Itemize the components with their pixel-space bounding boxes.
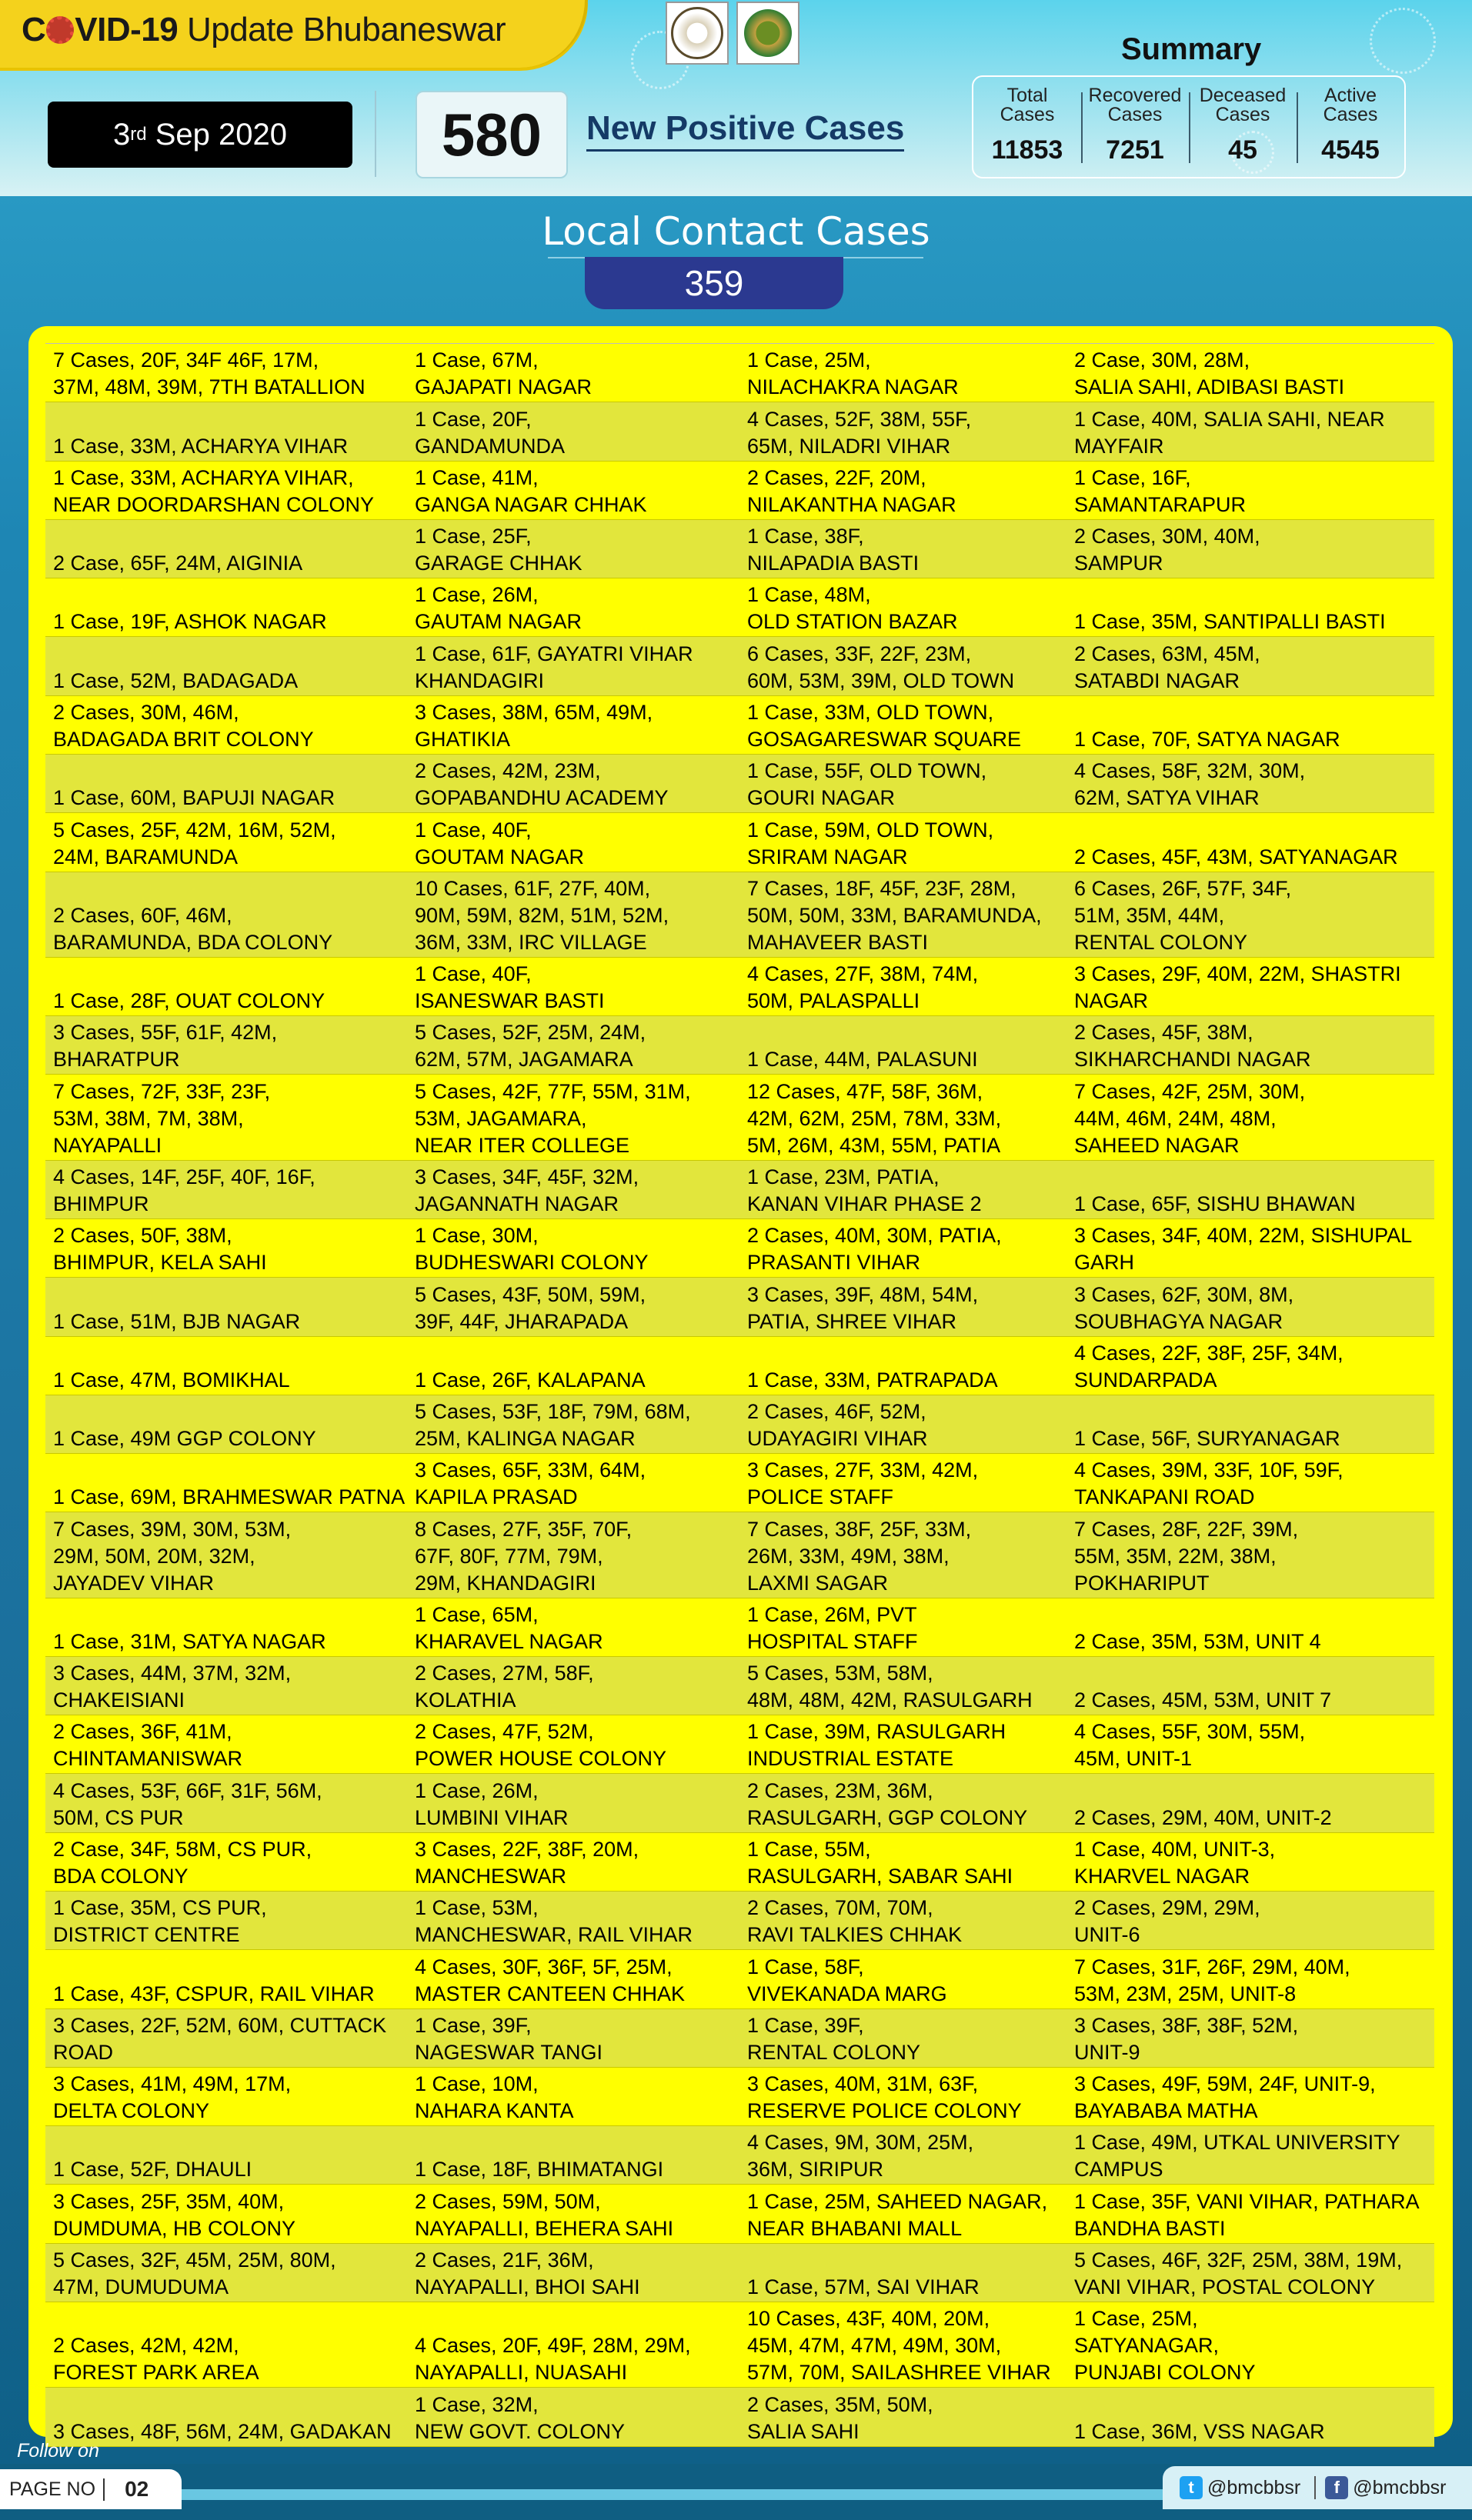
summary-value: 45: [1228, 135, 1257, 165]
table-cell: 1 Case, 40F, GOUTAM NAGAR: [415, 818, 585, 868]
table-cell: 1 Case, 48M, OLD STATION BAZAR: [747, 583, 958, 634]
table-cell: 2 Cases, 63M, 45M, SATABDI NAGAR: [1074, 642, 1260, 692]
table-cell: 1 Case, 56F, SURYANAGAR: [1074, 1427, 1340, 1451]
twitter-icon: t: [1180, 2476, 1203, 2499]
table-cell: 2 Cases, 47F, 52M, POWER HOUSE COLONY: [415, 1720, 667, 1771]
table-cell: 1 Case, 58F, VIVEKANADA MARG: [747, 1955, 947, 2005]
table-cell: 3 Cases, 40M, 31M, 63F, RESERVE POLICE COLONY: [747, 2072, 1022, 2123]
table-cell: 1 Case, 25M, SATYANAGAR, PUNJABI COLONY: [1074, 2307, 1256, 2385]
local-contact-count: 359: [585, 257, 843, 309]
table-cell: 1 Case, 35M, SANTIPALLI BASTI: [1074, 610, 1386, 634]
table-cell: 1 Case, 32M, NEW GOVT. COLONY: [415, 2392, 626, 2443]
summary-label: Total Cases: [1000, 85, 1055, 125]
local-contact-heading: Local Contact Cases: [542, 209, 930, 254]
table-cell: 1 Case, 18F, BHIMATANGI: [415, 2158, 664, 2182]
table-cell: 1 Case, 43F, CSPUR, RAIL VIHAR: [53, 1982, 375, 2005]
table-row: [45, 755, 1434, 813]
table-cell: 2 Cases, 21F, 36M, NAYAPALLI, BHOI SAHI: [415, 2248, 640, 2298]
table-cell: 2 Cases, 29M, 29M, UNIT-6: [1074, 1896, 1260, 1947]
table-cell: 1 Case, 65F, SISHU BHAWAN: [1074, 1192, 1356, 1215]
table-cell: 1 Case, 10M, NAHARA KANTA: [415, 2072, 574, 2123]
table-cell: 3 Cases, 22F, 38F, 20M, MANCHESWAR: [415, 1838, 639, 1888]
page-number: 02: [125, 2477, 149, 2501]
summary-value: 4545: [1321, 135, 1380, 165]
table-cell: 1 Case, 38F, NILAPADIA BASTI: [747, 525, 920, 575]
table-cell: 3 Cases, 44M, 37M, 32M, CHAKEISIANI: [53, 1662, 292, 1712]
table-cell: 2 Cases, 60F, 46M, BARAMUNDA, BDA COLONY: [53, 903, 333, 954]
table-cell: 1 Case, 31M, SATYA NAGAR: [53, 1629, 326, 1653]
table-cell: 1 Case, 25F, GARAGE CHHAK: [415, 525, 582, 575]
table-cell: 1 Case, 49M, UTKAL UNIVERSITY CAMPUS: [1074, 2131, 1400, 2182]
table-cell: 1 Case, 69M, BRAHMESWAR PATNA: [53, 1485, 406, 1509]
table-row: [45, 872, 1434, 958]
table-cell: 5 Cases, 46F, 32F, 25M, 38M, 19M, VANI VIHAR, POSTAL COLONY: [1074, 2248, 1403, 2298]
table-row: [45, 1161, 1434, 1219]
table-row: [45, 1337, 1434, 1395]
table-cell: 1 Case, 36M, VSS NAGAR: [1074, 2419, 1325, 2443]
follow-label: Follow on: [17, 2440, 99, 2462]
table-row: [45, 958, 1434, 1016]
table-cell: 1 Case, 33M, ACHARYA VIHAR: [53, 434, 349, 458]
case-table-panel: [28, 326, 1453, 2443]
summary-total: [973, 77, 1081, 177]
table-row: [45, 520, 1434, 578]
virus-icon: [46, 16, 74, 44]
table-row: [45, 1512, 1434, 1598]
title-suffix: VID-19: [75, 11, 179, 48]
table-cell: 2 Case, 65F, 24M, AIGINIA: [53, 552, 303, 575]
table-cell: 4 Cases, 20F, 49F, 28M, 29M, NAYAPALLI, NUASAHI: [415, 2334, 691, 2385]
table-cell: 1 Case, 16F, SAMANTARAPUR: [1074, 465, 1247, 516]
table-cell: 1 Case, 33M, OLD TOWN, GOSAGARESWAR SQUARE: [747, 700, 1022, 751]
table-cell: 2 Cases, 45M, 53M, UNIT 7: [1074, 1688, 1332, 1712]
facebook-link[interactable]: [1316, 2476, 1446, 2499]
table-row: [45, 2302, 1434, 2388]
table-row: [45, 2388, 1434, 2446]
table-cell: 2 Cases, 35M, 50M, SALIA SAHI: [747, 2392, 933, 2443]
facebook-icon: f: [1325, 2476, 1348, 2499]
table-cell: 2 Case, 35M, 53M, UNIT 4: [1074, 1629, 1321, 1653]
table-cell: 4 Cases, 27F, 38M, 74M, 50M, PALASPALLI: [747, 962, 979, 1013]
table-row: [45, 2185, 1434, 2243]
table-cell: 2 Cases, 50F, 38M, BHIMPUR, KELA SAHI: [53, 1224, 267, 1275]
table-cell: 7 Cases, 39M, 30M, 53M, 29M, 50M, 20M, 32M, JAYADEV VIHAR: [53, 1517, 292, 1595]
table-cell: 7 Cases, 18F, 45F, 23F, 28M, 50M, 50M, 33M, BARAMUNDA, MAHAVEER BASTI: [747, 876, 1042, 954]
table-cell: 1 Case, 20F, GANDAMUNDA: [415, 407, 566, 458]
summary-label: Active Cases: [1323, 85, 1378, 125]
table-cell: 1 Case, 40M, SALIA SAHI, NEAR MAYFAIR: [1074, 407, 1385, 458]
table-row: [45, 2244, 1434, 2302]
table-cell: 3 Cases, 38M, 65M, 49M, GHATIKIA: [415, 700, 653, 751]
table-cell: 5 Cases, 43F, 50M, 59M, 39F, 44F, JHARAPADA: [415, 1282, 646, 1333]
table-cell: 7 Cases, 72F, 33F, 23F, 53M, 38M, 7M, 38M, NAYAPALLI: [53, 1079, 271, 1157]
table-cell: 5 Cases, 52F, 25M, 24M, 62M, 57M, JAGAMARA: [415, 1021, 646, 1072]
date-month-year: Sep 2020: [155, 117, 287, 152]
table-cell: 5 Cases, 42F, 77F, 55M, 31M, 53M, JAGAMARA, NEAR ITER COLLEGE: [415, 1079, 691, 1157]
table-row: [45, 462, 1434, 520]
table-row: [45, 2126, 1434, 2185]
table-cell: 3 Cases, 34F, 40M, 22M, SISHUPAL GARH: [1074, 1224, 1413, 1275]
table-cell: 4 Cases, 14F, 25F, 40F, 16F, BHIMPUR: [53, 1165, 315, 1215]
table-cell: 1 Case, 55F, OLD TOWN, GOURI NAGAR: [747, 759, 987, 810]
table-cell: 2 Cases, 27M, 58F, KOLATHIA: [415, 1662, 594, 1712]
table-cell: 6 Cases, 26F, 57F, 34F, 51M, 35M, 44M, RENTAL COLONY: [1074, 876, 1292, 954]
twitter-handle: @bmcbbsr: [1207, 2476, 1301, 2498]
title-prefix: C: [22, 11, 46, 48]
table-cell: 1 Case, 59M, OLD TOWN, SRIRAM NAGAR: [747, 818, 994, 868]
page-label: PAGE NO: [0, 2478, 105, 2501]
header-divider: [375, 91, 376, 177]
table-row: [45, 1892, 1434, 1950]
table-cell: 2 Cases, 30M, 46M, BADAGADA BRIT COLONY: [53, 700, 314, 751]
table-row: [45, 1657, 1434, 1715]
table-cell: 2 Cases, 36F, 41M, CHINTAMANISWAR: [53, 1720, 242, 1771]
table-row: [45, 813, 1434, 872]
table-cell: 1 Case, 26M, PVT HOSPITAL STAFF: [747, 1602, 918, 1653]
table-cell: 3 Cases, 38F, 38F, 52M, UNIT-9: [1074, 2013, 1299, 2064]
table-row: [45, 1715, 1434, 1774]
social-links: [1163, 2466, 1472, 2509]
table-cell: 1 Case, 35F, VANI VIHAR, PATHARA BANDHA BASTI: [1074, 2189, 1420, 2240]
table-cell: 3 Cases, 41M, 49M, 17M, DELTA COLONY: [53, 2072, 292, 2123]
table-row: [45, 696, 1434, 755]
table-cell: 1 Case, 25M, NILACHAKRA NAGAR: [747, 348, 959, 399]
table-cell: 12 Cases, 47F, 58F, 36M, 42M, 62M, 25M, 78M, 33M, 5M, 26M, 43M, 55M, PATIA: [747, 1079, 1002, 1157]
bmc-logo: [736, 2, 799, 65]
table-cell: 3 Cases, 22F, 52M, 60M, CUTTACK ROAD: [53, 2013, 387, 2064]
table-row: [45, 1950, 1434, 2008]
table-row: [45, 2068, 1434, 2126]
table-cell: 2 Cases, 29M, 40M, UNIT-2: [1074, 1805, 1332, 1829]
table-cell: 1 Case, 28F, OUAT COLONY: [53, 989, 325, 1013]
table-cell: 7 Cases, 28F, 22F, 39M, 55M, 35M, 22M, 38M, POKHARIPUT: [1074, 1517, 1299, 1595]
twitter-link[interactable]: [1163, 2476, 1300, 2499]
table-cell: 2 Cases, 45F, 38M, SIKHARCHANDI NAGAR: [1074, 1021, 1311, 1072]
table-cell: 1 Case, 26F, KALAPANA: [415, 1368, 646, 1392]
title-banner: [0, 0, 588, 68]
table-cell: 1 Case, 40F, ISANESWAR BASTI: [415, 962, 605, 1013]
table-cell: 1 Case, 67M, GAJAPATI NAGAR: [415, 348, 592, 399]
table-cell: 3 Cases, 65F, 33M, 64M, KAPILA PRASAD: [415, 1458, 646, 1509]
table-cell: 1 Case, 57M, SAI VIHAR: [747, 2275, 980, 2298]
table-cell: 4 Cases, 52F, 38M, 55F, 65M, NILADRI VIHAR: [747, 407, 972, 458]
summary-label: Deceased Cases: [1199, 85, 1287, 125]
table-cell: 2 Cases, 42M, 23M, GOPABANDHU ACADEMY: [415, 759, 669, 810]
summary-deceased: [1189, 77, 1297, 177]
table-row: [45, 1395, 1434, 1454]
table-cell: 1 Case, 30M, BUDHESWARI COLONY: [415, 1224, 649, 1275]
table-cell: 2 Case, 30M, 28M, SALIA SAHI, ADIBASI BASTI: [1074, 348, 1345, 399]
table-cell: 1 Case, 39F, RENTAL COLONY: [747, 2013, 921, 2064]
table-cell: 1 Case, 19F, ASHOK NAGAR: [53, 610, 327, 634]
table-cell: 2 Cases, 40M, 30M, PATIA, PRASANTI VIHAR: [747, 1224, 1002, 1275]
table-cell: 3 Cases, 27F, 33M, 42M, POLICE STAFF: [747, 1458, 979, 1509]
summary-value: 7251: [1106, 135, 1164, 165]
table-row: [45, 637, 1434, 695]
table-cell: 1 Case, 60M, BAPUJI NAGAR: [53, 786, 335, 810]
table-cell: 1 Case, 61F, GAYATRI VIHAR KHANDAGIRI: [415, 642, 693, 692]
table-cell: 4 Cases, 9M, 30M, 25M, 36M, SIRIPUR: [747, 2131, 974, 2182]
virus-decoration-icon: [1370, 8, 1436, 74]
table-cell: 7 Cases, 42F, 25M, 30M, 44M, 46M, 24M, 48M, SAHEED NAGAR: [1074, 1079, 1306, 1157]
table-cell: 1 Case, 23M, PATIA, KANAN VIHAR PHASE 2: [747, 1165, 982, 1215]
summary-title: Summary: [1121, 32, 1262, 66]
table-cell: 1 Case, 52M, BADAGADA: [53, 668, 299, 692]
table-cell: 1 Case, 35M, CS PUR, DISTRICT CENTRE: [53, 1896, 267, 1947]
table-cell: 4 Cases, 39M, 33F, 10F, 59F, TANKAPANI ROAD: [1074, 1458, 1343, 1509]
odisha-emblem-logo: [666, 2, 729, 65]
table-row: [45, 1598, 1434, 1657]
table-cell: 2 Cases, 70M, 70M, RAVI TALKIES CHHAK: [747, 1896, 963, 1947]
table-row: [45, 578, 1434, 637]
table-cell: 7 Cases, 20F, 34F 46F, 17M, 37M, 48M, 39M, 7TH BATALLION: [53, 348, 365, 399]
table-cell: 1 Case, 51M, BJB NAGAR: [53, 1309, 301, 1333]
table-row: [45, 1774, 1434, 1832]
table-cell: 1 Case, 33M, PATRAPADA: [747, 1368, 998, 1392]
table-row: [45, 1833, 1434, 1892]
header-banner: [0, 0, 1472, 196]
table-cell: 4 Cases, 58F, 32M, 30M, 62M, SATYA VIHAR: [1074, 759, 1306, 810]
table-cell: 3 Cases, 49F, 59M, 24F, UNIT-9, BAYABABA MATHA: [1074, 2072, 1376, 2123]
table-cell: 3 Cases, 48F, 56M, 24M, GADAKAN: [53, 2419, 392, 2443]
summary-recovered: [1081, 77, 1189, 177]
summary-panel: [972, 75, 1406, 178]
table-cell: 3 Cases, 39F, 48M, 54M, PATIA, SHREE VIHAR: [747, 1282, 979, 1333]
table-cell: 1 Case, 26M, LUMBINI VIHAR: [415, 1778, 569, 1829]
table-cell: 1 Case, 55M, RASULGARH, SABAR SAHI: [747, 1838, 1013, 1888]
table-row: [45, 1016, 1434, 1075]
table-cell: 1 Case, 41M, GANGA NAGAR CHHAK: [415, 465, 647, 516]
table-cell: 3 Cases, 62F, 30M, 8M, SOUBHAGYA NAGAR: [1074, 1282, 1294, 1333]
summary-label: Recovered Cases: [1088, 85, 1182, 125]
new-cases-count: 580: [416, 91, 568, 178]
table-cell: 2 Cases, 30M, 40M, SAMPUR: [1074, 525, 1260, 575]
new-cases-label: New Positive Cases: [586, 109, 904, 152]
facebook-handle: @bmcbbsr: [1353, 2476, 1447, 2498]
date-badge: [48, 102, 352, 168]
table-cell: 2 Cases, 23M, 36M, RASULGARH, GGP COLONY: [747, 1778, 1028, 1829]
table-cell: 1 Case, 70F, SATYA NAGAR: [1074, 727, 1340, 751]
table-row: [45, 344, 1434, 402]
table-cell: 5 Cases, 32F, 45M, 25M, 80M, 47M, DUMUDUMA: [53, 2248, 336, 2298]
table-cell: 3 Cases, 55F, 61F, 42M, BHARATPUR: [53, 1021, 278, 1072]
summary-value: 11853: [991, 135, 1063, 165]
table-cell: 3 Cases, 29F, 40M, 22M, SHASTRI NAGAR: [1074, 962, 1401, 1013]
table-row: [45, 1219, 1434, 1278]
table-row: [45, 1075, 1434, 1160]
case-table: [45, 343, 1434, 2447]
page-indicator: [0, 2469, 182, 2509]
table-cell: 1 Case, 53M, MANCHESWAR, RAIL VIHAR: [415, 1896, 693, 1947]
table-cell: 1 Case, 39M, RASULGARH INDUSTRIAL ESTATE: [747, 1720, 1006, 1771]
table-cell: 8 Cases, 27F, 35F, 70F, 67F, 80F, 77M, 79M, 29M, KHANDAGIRI: [415, 1517, 633, 1595]
table-cell: 3 Cases, 25F, 35M, 40M, DUMDUMA, HB COLONY: [53, 2189, 296, 2240]
table-cell: 2 Cases, 45F, 43M, SATYANAGAR: [1074, 845, 1398, 868]
table-cell: 4 Cases, 53F, 66F, 31F, 56M, 50M, CS PUR: [53, 1778, 322, 1829]
table-cell: 1 Case, 25M, SAHEED NAGAR, NEAR BHABANI MALL: [747, 2189, 1048, 2240]
table-row: [45, 2009, 1434, 2068]
date-day: 3: [113, 117, 131, 152]
table-cell: 7 Cases, 31F, 26F, 29M, 40M, 53M, 23M, 25M, UNIT-8: [1074, 1955, 1350, 2005]
table-cell: 5 Cases, 53M, 58M, 48M, 48M, 42M, RASULGARH: [747, 1662, 1033, 1712]
table-cell: 7 Cases, 38F, 25F, 33M, 26M, 33M, 49M, 38M, LAXMI SAGAR: [747, 1517, 972, 1595]
table-cell: 1 Case, 44M, PALASUNI: [747, 1048, 978, 1072]
table-cell: 4 Cases, 22F, 38F, 25F, 34M, SUNDARPADA: [1074, 1341, 1343, 1392]
table-cell: 5 Cases, 53F, 18F, 79M, 68M, 25M, KALINGA NAGAR: [415, 1400, 691, 1451]
table-cell: 1 Case, 52F, DHAULI: [53, 2158, 252, 2182]
date-suffix: rd: [130, 124, 147, 145]
table-row: [45, 402, 1434, 461]
table-cell: 1 Case, 49M GGP COLONY: [53, 1427, 316, 1451]
table-cell: 5 Cases, 25F, 42M, 16M, 52M, 24M, BARAMUNDA: [53, 818, 336, 868]
title-city: Update Bhubaneswar: [186, 11, 506, 48]
table-cell: 1 Case, 39F, NAGESWAR TANGI: [415, 2013, 603, 2064]
table-cell: 2 Cases, 46F, 52M, UDAYAGIRI VIHAR: [747, 1400, 928, 1451]
table-cell: 1 Case, 65M, KHARAVEL NAGAR: [415, 1602, 603, 1653]
table-cell: 1 Case, 40M, UNIT-3, KHARVEL NAGAR: [1074, 1838, 1276, 1888]
table-cell: 2 Case, 34F, 58M, CS PUR, BDA COLONY: [53, 1838, 312, 1888]
table-row: [45, 1454, 1434, 1512]
table-cell: 10 Cases, 61F, 27F, 40M, 90M, 59M, 82M, 51M, 52M, 36M, 33M, IRC VILLAGE: [415, 876, 669, 954]
table-cell: 2 Cases, 42M, 42M, FOREST PARK AREA: [53, 2334, 259, 2385]
table-cell: 2 Cases, 59M, 50M, NAYAPALLI, BEHERA SAHI: [415, 2189, 674, 2240]
table-cell: 1 Case, 47M, BOMIKHAL: [53, 1368, 290, 1392]
table-cell: 3 Cases, 34F, 45F, 32M, JAGANNATH NAGAR: [415, 1165, 639, 1215]
table-cell: 2 Cases, 22F, 20M, NILAKANTHA NAGAR: [747, 465, 956, 516]
table-cell: 1 Case, 33M, ACHARYA VIHAR, NEAR DOORDARSHAN COLONY: [53, 465, 375, 516]
table-cell: 10 Cases, 43F, 40M, 20M, 45M, 47M, 47M, 49M, 30M, 57M, 70M, SAILASHREE VIHAR: [747, 2307, 1051, 2385]
table-cell: 1 Case, 26M, GAUTAM NAGAR: [415, 583, 582, 634]
table-cell: 6 Cases, 33F, 22F, 23M, 60M, 53M, 39M, OLD TOWN: [747, 642, 1015, 692]
summary-active: [1297, 77, 1404, 177]
table-row: [45, 1278, 1434, 1336]
table-cell: 4 Cases, 30F, 36F, 5F, 25M, MASTER CANTEEN CHHAK: [415, 1955, 686, 2005]
page-title: [22, 11, 506, 49]
table-cell: 4 Cases, 55F, 30M, 55M, 45M, UNIT-1: [1074, 1720, 1306, 1771]
